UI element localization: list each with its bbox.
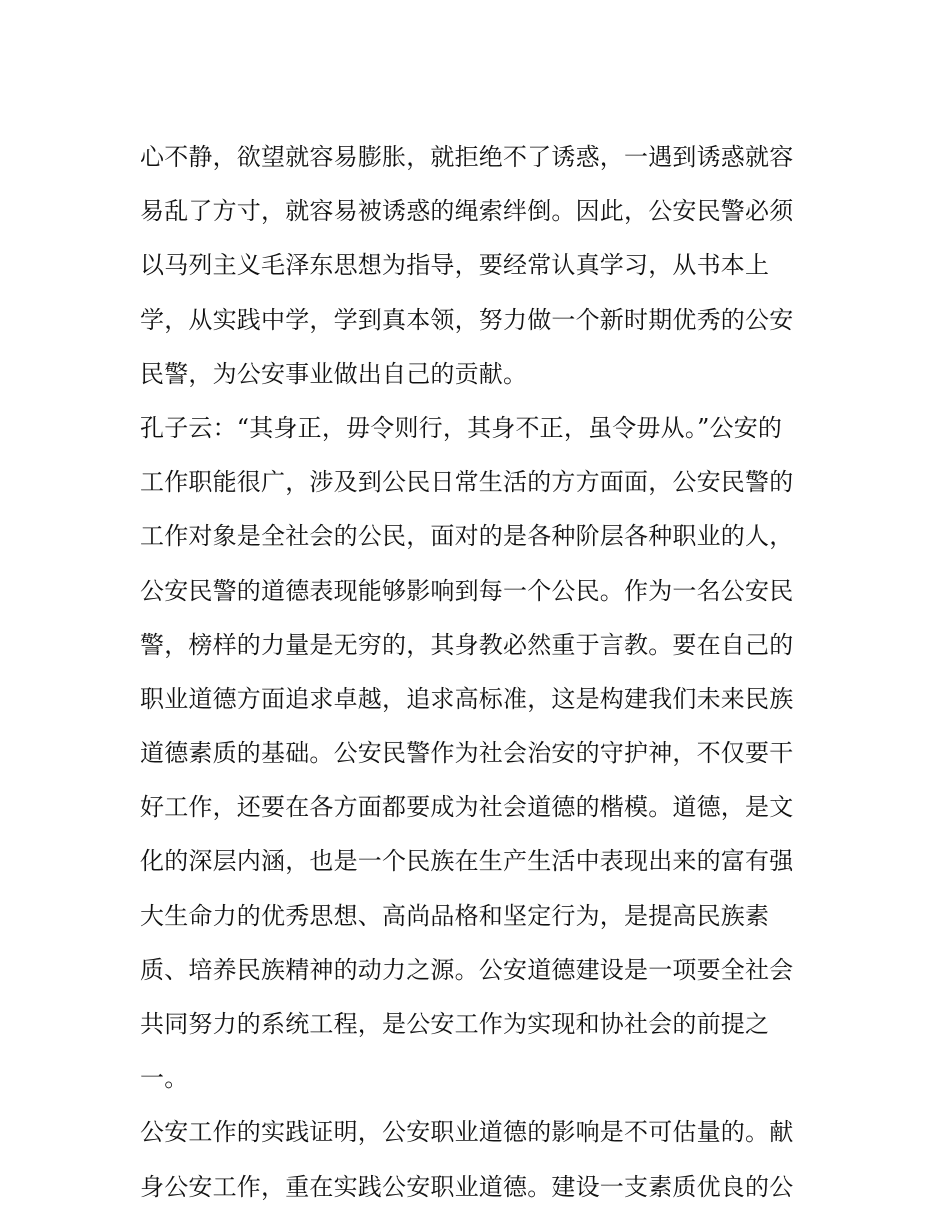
text-line: 孔子云：“其身正，毋令则行，其身不正，虽令毋从。”公安的 [140, 413, 783, 442]
text-line: 化的深层内涵，也是一个民族在生产生活中表现出来的富有强 [140, 847, 794, 876]
text-line: 工作对象是全社会的公民，面对的是各种阶层各种职业的人， [140, 522, 794, 551]
text-line: 公安工作的实践证明，公安职业道德的影响是不可估量的。献 [140, 1118, 794, 1147]
text-line: 共同努力的系统工程，是公安工作为实现和协社会的前提之 [140, 1010, 770, 1038]
text-line: 易乱了方寸，就容易被诱惑的绳索绊倒。因此，公安民警必须 [140, 197, 794, 226]
text-line: 以马列主义毛泽东思想为指导，要经常认真学习，从书本上 [140, 251, 770, 280]
text-line: 公安民警的道德表现能够影响到每一个公民。作为一名公安民 [140, 576, 794, 605]
text-line: 质、培养民族精神的动力之源。公安道德建设是一项要全社会 [140, 955, 794, 984]
text-line: 民警，为公安事业做出自己的贡献。 [140, 359, 528, 388]
text-line: 好工作，还要在各方面都要成为社会道德的楷模。道德，是文 [140, 793, 794, 822]
text-line: 心不静，欲望就容易膨胀，就拒绝不了诱惑，一遇到诱惑就容 [140, 143, 794, 171]
text-line: 工作职能很广，涉及到公民日常生活的方方面面，公安民警的 [140, 468, 794, 497]
body-text [140, 130, 820, 1214]
text-line: 一。 [140, 1064, 189, 1093]
text-line: 道德素质的基础。公安民警作为社会治安的守护神，不仅要干 [140, 739, 794, 768]
text-line: 身公安工作，重在实践公安职业道德。建设一支素质优良的公 [140, 1172, 794, 1201]
text-line: 警，榜样的力量是无穷的，其身教必然重于言教。要在自己的 [140, 630, 794, 659]
text-line: 学，从实践中学，学到真本领，努力做一个新时期优秀的公安 [140, 305, 794, 334]
text-line: 职业道德方面追求卓越，追求高标准，这是构建我们未来民族 [140, 684, 794, 713]
text-line: 大生命力的优秀思想、高尚品格和坚定行为，是提高民族素 [140, 901, 770, 930]
